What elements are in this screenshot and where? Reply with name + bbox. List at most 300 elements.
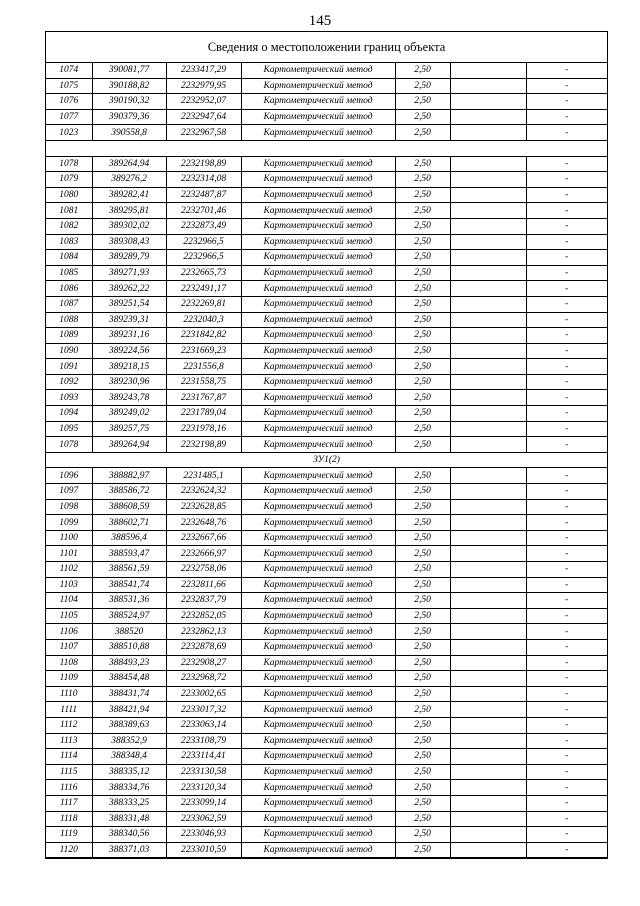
description-cell: - <box>526 546 607 562</box>
description-cell: - <box>526 530 607 546</box>
point-number-cell: 1115 <box>46 764 92 780</box>
extra-cell <box>450 234 526 250</box>
description-cell: - <box>526 842 607 858</box>
table-row <box>46 733 607 749</box>
precision-cell: 2,50 <box>395 78 450 94</box>
method-cell: Картометрический метод <box>241 421 395 437</box>
extra-cell <box>450 608 526 624</box>
y-coordinate-cell: 2231978,16 <box>166 421 241 437</box>
precision-cell: 2,50 <box>395 328 450 344</box>
table-row <box>46 421 607 437</box>
point-number-cell: 1101 <box>46 546 92 562</box>
method-cell: Картометрический метод <box>241 702 395 718</box>
y-coordinate-cell: 2232966,5 <box>166 234 241 250</box>
point-number-cell: 1088 <box>46 312 92 328</box>
description-cell: - <box>526 312 607 328</box>
description-cell: - <box>526 468 607 484</box>
method-cell: Картометрический метод <box>241 608 395 624</box>
table-title: Сведения о местоположении границ объекта <box>46 32 607 63</box>
y-coordinate-cell: 2232624,32 <box>166 484 241 500</box>
precision-cell: 2,50 <box>395 312 450 328</box>
precision-cell: 2,50 <box>395 218 450 234</box>
precision-cell: 2,50 <box>395 250 450 266</box>
extra-cell <box>450 780 526 796</box>
x-coordinate-cell: 389230,96 <box>92 374 166 390</box>
point-number-cell: 1104 <box>46 593 92 609</box>
y-coordinate-cell: 2233108,79 <box>166 733 241 749</box>
section-header-row <box>46 452 607 468</box>
table-row <box>46 515 607 531</box>
method-cell: Картометрический метод <box>241 842 395 858</box>
precision-cell: 2,50 <box>395 515 450 531</box>
y-coordinate-cell: 2232666,97 <box>166 546 241 562</box>
x-coordinate-cell: 388608,59 <box>92 499 166 515</box>
method-cell: Картометрический метод <box>241 795 395 811</box>
y-coordinate-cell: 2233130,58 <box>166 764 241 780</box>
precision-cell: 2,50 <box>395 484 450 500</box>
method-cell: Картометрический метод <box>241 764 395 780</box>
x-coordinate-cell: 388348,4 <box>92 749 166 765</box>
point-number-cell: 1105 <box>46 608 92 624</box>
point-number-cell: 1085 <box>46 265 92 281</box>
description-cell: - <box>526 624 607 640</box>
precision-cell: 2,50 <box>395 296 450 312</box>
extra-cell <box>450 639 526 655</box>
extra-cell <box>450 187 526 203</box>
table-row <box>46 655 607 671</box>
y-coordinate-cell: 2233010,59 <box>166 842 241 858</box>
table-row <box>46 827 607 843</box>
method-cell: Картометрический метод <box>241 811 395 827</box>
y-coordinate-cell: 2232667,66 <box>166 530 241 546</box>
coordinates-table <box>46 63 607 858</box>
precision-cell: 2,50 <box>395 717 450 733</box>
y-coordinate-cell: 2233046,93 <box>166 827 241 843</box>
precision-cell: 2,50 <box>395 343 450 359</box>
description-cell: - <box>526 172 607 188</box>
x-coordinate-cell: 388882,97 <box>92 468 166 484</box>
x-coordinate-cell: 390188,82 <box>92 78 166 94</box>
x-coordinate-cell: 389218,15 <box>92 359 166 375</box>
precision-cell: 2,50 <box>395 702 450 718</box>
y-coordinate-cell: 2231558,75 <box>166 374 241 390</box>
table-row <box>46 499 607 515</box>
method-cell: Картометрический метод <box>241 499 395 515</box>
x-coordinate-cell: 388331,48 <box>92 811 166 827</box>
description-cell: - <box>526 717 607 733</box>
point-number-cell: 1080 <box>46 187 92 203</box>
x-coordinate-cell: 388335,12 <box>92 764 166 780</box>
extra-cell <box>450 671 526 687</box>
description-cell: - <box>526 593 607 609</box>
description-cell: - <box>526 780 607 796</box>
description-cell: - <box>526 218 607 234</box>
description-cell: - <box>526 63 607 78</box>
precision-cell: 2,50 <box>395 468 450 484</box>
precision-cell: 2,50 <box>395 281 450 297</box>
x-coordinate-cell: 389276,2 <box>92 172 166 188</box>
separator-cell <box>46 140 607 156</box>
point-number-cell: 1106 <box>46 624 92 640</box>
point-number-cell: 1116 <box>46 780 92 796</box>
extra-cell <box>450 328 526 344</box>
description-cell: - <box>526 702 607 718</box>
extra-cell <box>450 359 526 375</box>
precision-cell: 2,50 <box>395 827 450 843</box>
description-cell: - <box>526 421 607 437</box>
precision-cell: 2,50 <box>395 234 450 250</box>
point-number-cell: 1108 <box>46 655 92 671</box>
table-row <box>46 406 607 422</box>
precision-cell: 2,50 <box>395 203 450 219</box>
table-row <box>46 281 607 297</box>
point-number-cell: 1077 <box>46 109 92 125</box>
extra-cell <box>450 764 526 780</box>
description-cell: - <box>526 125 607 141</box>
y-coordinate-cell: 2231485,1 <box>166 468 241 484</box>
point-number-cell: 1111 <box>46 702 92 718</box>
y-coordinate-cell: 2232314,08 <box>166 172 241 188</box>
table-row <box>46 343 607 359</box>
description-cell: - <box>526 686 607 702</box>
table-row <box>46 359 607 375</box>
y-coordinate-cell: 2232852,05 <box>166 608 241 624</box>
table-row <box>46 780 607 796</box>
table-row <box>46 296 607 312</box>
point-number-cell: 1118 <box>46 811 92 827</box>
x-coordinate-cell: 389271,93 <box>92 265 166 281</box>
table-row <box>46 717 607 733</box>
x-coordinate-cell: 389224,56 <box>92 343 166 359</box>
extra-cell <box>450 593 526 609</box>
y-coordinate-cell: 2232648,76 <box>166 515 241 531</box>
method-cell: Картометрический метод <box>241 296 395 312</box>
description-cell: - <box>526 343 607 359</box>
table-row <box>46 530 607 546</box>
table-row <box>46 562 607 578</box>
point-number-cell: 1079 <box>46 172 92 188</box>
table-row <box>46 78 607 94</box>
extra-cell <box>450 749 526 765</box>
precision-cell: 2,50 <box>395 406 450 422</box>
table-row <box>46 484 607 500</box>
description-cell: - <box>526 78 607 94</box>
method-cell: Картометрический метод <box>241 109 395 125</box>
table-row <box>46 749 607 765</box>
extra-cell <box>450 562 526 578</box>
extra-cell <box>450 218 526 234</box>
description-cell: - <box>526 827 607 843</box>
x-coordinate-cell: 388561,59 <box>92 562 166 578</box>
x-coordinate-cell: 389289,79 <box>92 250 166 266</box>
x-coordinate-cell: 388493,23 <box>92 655 166 671</box>
precision-cell: 2,50 <box>395 562 450 578</box>
description-cell: - <box>526 749 607 765</box>
y-coordinate-cell: 2233062,59 <box>166 811 241 827</box>
description-cell: - <box>526 328 607 344</box>
method-cell: Картометрический метод <box>241 265 395 281</box>
precision-cell: 2,50 <box>395 499 450 515</box>
y-coordinate-cell: 2233120,34 <box>166 780 241 796</box>
method-cell: Картометрический метод <box>241 530 395 546</box>
table-row <box>46 811 607 827</box>
precision-cell: 2,50 <box>395 546 450 562</box>
method-cell: Картометрический метод <box>241 374 395 390</box>
table-row <box>46 577 607 593</box>
method-cell: Картометрический метод <box>241 250 395 266</box>
y-coordinate-cell: 2232487,87 <box>166 187 241 203</box>
table-row <box>46 764 607 780</box>
table-row <box>46 608 607 624</box>
point-number-cell: 1092 <box>46 374 92 390</box>
precision-cell: 2,50 <box>395 374 450 390</box>
point-number-cell: 1097 <box>46 484 92 500</box>
method-cell: Картометрический метод <box>241 343 395 359</box>
point-number-cell: 1074 <box>46 63 92 78</box>
method-cell: Картометрический метод <box>241 172 395 188</box>
table-row <box>46 686 607 702</box>
method-cell: Картометрический метод <box>241 780 395 796</box>
method-cell: Картометрический метод <box>241 686 395 702</box>
y-coordinate-cell: 2231767,87 <box>166 390 241 406</box>
x-coordinate-cell: 388593,47 <box>92 546 166 562</box>
table-row <box>46 795 607 811</box>
point-number-cell: 1103 <box>46 577 92 593</box>
method-cell: Картометрический метод <box>241 94 395 110</box>
x-coordinate-cell: 389264,94 <box>92 156 166 172</box>
extra-cell <box>450 655 526 671</box>
description-cell: - <box>526 655 607 671</box>
point-number-cell: 1082 <box>46 218 92 234</box>
x-coordinate-cell: 388596,4 <box>92 530 166 546</box>
y-coordinate-cell: 2232967,58 <box>166 125 241 141</box>
precision-cell: 2,50 <box>395 593 450 609</box>
precision-cell: 2,50 <box>395 780 450 796</box>
method-cell: Картометрический метод <box>241 406 395 422</box>
table-row <box>46 94 607 110</box>
precision-cell: 2,50 <box>395 749 450 765</box>
point-number-cell: 1091 <box>46 359 92 375</box>
description-cell: - <box>526 733 607 749</box>
method-cell: Картометрический метод <box>241 468 395 484</box>
precision-cell: 2,50 <box>395 639 450 655</box>
point-number-cell: 1096 <box>46 468 92 484</box>
extra-cell <box>450 296 526 312</box>
y-coordinate-cell: 2232837,79 <box>166 593 241 609</box>
y-coordinate-cell: 2233063,14 <box>166 717 241 733</box>
extra-cell <box>450 717 526 733</box>
description-cell: - <box>526 250 607 266</box>
table-row <box>46 374 607 390</box>
extra-cell <box>450 312 526 328</box>
x-coordinate-cell: 388454,48 <box>92 671 166 687</box>
method-cell: Картометрический метод <box>241 484 395 500</box>
extra-cell <box>450 406 526 422</box>
coordinates-table-body <box>46 63 607 858</box>
x-coordinate-cell: 390558,8 <box>92 125 166 141</box>
y-coordinate-cell: 2232040,3 <box>166 312 241 328</box>
description-cell: - <box>526 359 607 375</box>
x-coordinate-cell: 388421,94 <box>92 702 166 718</box>
point-number-cell: 1099 <box>46 515 92 531</box>
precision-cell: 2,50 <box>395 608 450 624</box>
description-cell: - <box>526 187 607 203</box>
table-row <box>46 187 607 203</box>
precision-cell: 2,50 <box>395 94 450 110</box>
method-cell: Картометрический метод <box>241 624 395 640</box>
table-row <box>46 63 607 78</box>
point-number-cell: 1100 <box>46 530 92 546</box>
description-cell: - <box>526 639 607 655</box>
point-number-cell: 1102 <box>46 562 92 578</box>
method-cell: Картометрический метод <box>241 827 395 843</box>
table-row <box>46 593 607 609</box>
method-cell: Картометрический метод <box>241 639 395 655</box>
table-row <box>46 125 607 141</box>
point-number-cell: 1094 <box>46 406 92 422</box>
precision-cell: 2,50 <box>395 624 450 640</box>
x-coordinate-cell: 389295,81 <box>92 203 166 219</box>
table-row <box>46 250 607 266</box>
precision-cell: 2,50 <box>395 437 450 453</box>
point-number-cell: 1098 <box>46 499 92 515</box>
method-cell: Картометрический метод <box>241 437 395 453</box>
table-row <box>46 328 607 344</box>
x-coordinate-cell: 390190,32 <box>92 94 166 110</box>
y-coordinate-cell: 2232952,07 <box>166 94 241 110</box>
y-coordinate-cell: 2232491,17 <box>166 281 241 297</box>
x-coordinate-cell: 388389,63 <box>92 717 166 733</box>
point-number-cell: 1076 <box>46 94 92 110</box>
table-row <box>46 702 607 718</box>
description-cell: - <box>526 156 607 172</box>
description-cell: - <box>526 562 607 578</box>
extra-cell <box>450 827 526 843</box>
point-number-cell: 1114 <box>46 749 92 765</box>
description-cell: - <box>526 374 607 390</box>
precision-cell: 2,50 <box>395 577 450 593</box>
method-cell: Картометрический метод <box>241 577 395 593</box>
x-coordinate-cell: 389249,02 <box>92 406 166 422</box>
y-coordinate-cell: 2232628,85 <box>166 499 241 515</box>
extra-cell <box>450 250 526 266</box>
x-coordinate-cell: 389302,02 <box>92 218 166 234</box>
description-cell: - <box>526 515 607 531</box>
extra-cell <box>450 733 526 749</box>
x-coordinate-cell: 388334,76 <box>92 780 166 796</box>
table-row <box>46 437 607 453</box>
table-row <box>46 671 607 687</box>
point-number-cell: 1095 <box>46 421 92 437</box>
extra-cell <box>450 421 526 437</box>
method-cell: Картометрический метод <box>241 671 395 687</box>
x-coordinate-cell: 388602,71 <box>92 515 166 531</box>
point-number-cell: 1086 <box>46 281 92 297</box>
extra-cell <box>450 842 526 858</box>
x-coordinate-cell: 390379,36 <box>92 109 166 125</box>
y-coordinate-cell: 2232811,66 <box>166 577 241 593</box>
extra-cell <box>450 156 526 172</box>
extra-cell <box>450 437 526 453</box>
x-coordinate-cell: 389262,22 <box>92 281 166 297</box>
x-coordinate-cell: 388520 <box>92 624 166 640</box>
description-cell: - <box>526 281 607 297</box>
method-cell: Картометрический метод <box>241 187 395 203</box>
extra-cell <box>450 78 526 94</box>
point-number-cell: 1087 <box>46 296 92 312</box>
method-cell: Картометрический метод <box>241 655 395 671</box>
extra-cell <box>450 702 526 718</box>
precision-cell: 2,50 <box>395 842 450 858</box>
precision-cell: 2,50 <box>395 655 450 671</box>
description-cell: - <box>526 437 607 453</box>
x-coordinate-cell: 389243,78 <box>92 390 166 406</box>
y-coordinate-cell: 2233002,65 <box>166 686 241 702</box>
table-row <box>46 639 607 655</box>
extra-cell <box>450 499 526 515</box>
method-cell: Картометрический метод <box>241 234 395 250</box>
method-cell: Картометрический метод <box>241 733 395 749</box>
description-cell: - <box>526 608 607 624</box>
table-row <box>46 546 607 562</box>
y-coordinate-cell: 2233099,14 <box>166 795 241 811</box>
precision-cell: 2,50 <box>395 265 450 281</box>
point-number-cell: 1075 <box>46 78 92 94</box>
y-coordinate-cell: 2231789,04 <box>166 406 241 422</box>
description-cell: - <box>526 484 607 500</box>
extra-cell <box>450 374 526 390</box>
point-number-cell: 1109 <box>46 671 92 687</box>
method-cell: Картометрический метод <box>241 218 395 234</box>
description-cell: - <box>526 109 607 125</box>
x-coordinate-cell: 388371,03 <box>92 842 166 858</box>
table-row <box>46 842 607 858</box>
extra-cell <box>450 109 526 125</box>
y-coordinate-cell: 2232198,89 <box>166 156 241 172</box>
description-cell: - <box>526 795 607 811</box>
extra-cell <box>450 94 526 110</box>
precision-cell: 2,50 <box>395 733 450 749</box>
precision-cell: 2,50 <box>395 187 450 203</box>
extra-cell <box>450 624 526 640</box>
description-cell: - <box>526 265 607 281</box>
point-number-cell: 1083 <box>46 234 92 250</box>
x-coordinate-cell: 389239,31 <box>92 312 166 328</box>
point-number-cell: 1110 <box>46 686 92 702</box>
point-number-cell: 1113 <box>46 733 92 749</box>
method-cell: Картометрический метод <box>241 593 395 609</box>
extra-cell <box>450 811 526 827</box>
table-row <box>46 203 607 219</box>
extra-cell <box>450 281 526 297</box>
description-cell: - <box>526 94 607 110</box>
boundary-table-frame <box>45 31 608 859</box>
y-coordinate-cell: 2232269,81 <box>166 296 241 312</box>
point-number-cell: 1078 <box>46 437 92 453</box>
point-number-cell: 1120 <box>46 842 92 858</box>
y-coordinate-cell: 2233417,29 <box>166 63 241 78</box>
extra-cell <box>450 546 526 562</box>
y-coordinate-cell: 2232979,95 <box>166 78 241 94</box>
extra-cell <box>450 577 526 593</box>
precision-cell: 2,50 <box>395 686 450 702</box>
description-cell: - <box>526 764 607 780</box>
precision-cell: 2,50 <box>395 390 450 406</box>
point-number-cell: 1081 <box>46 203 92 219</box>
precision-cell: 2,50 <box>395 671 450 687</box>
y-coordinate-cell: 2232968,72 <box>166 671 241 687</box>
precision-cell: 2,50 <box>395 359 450 375</box>
